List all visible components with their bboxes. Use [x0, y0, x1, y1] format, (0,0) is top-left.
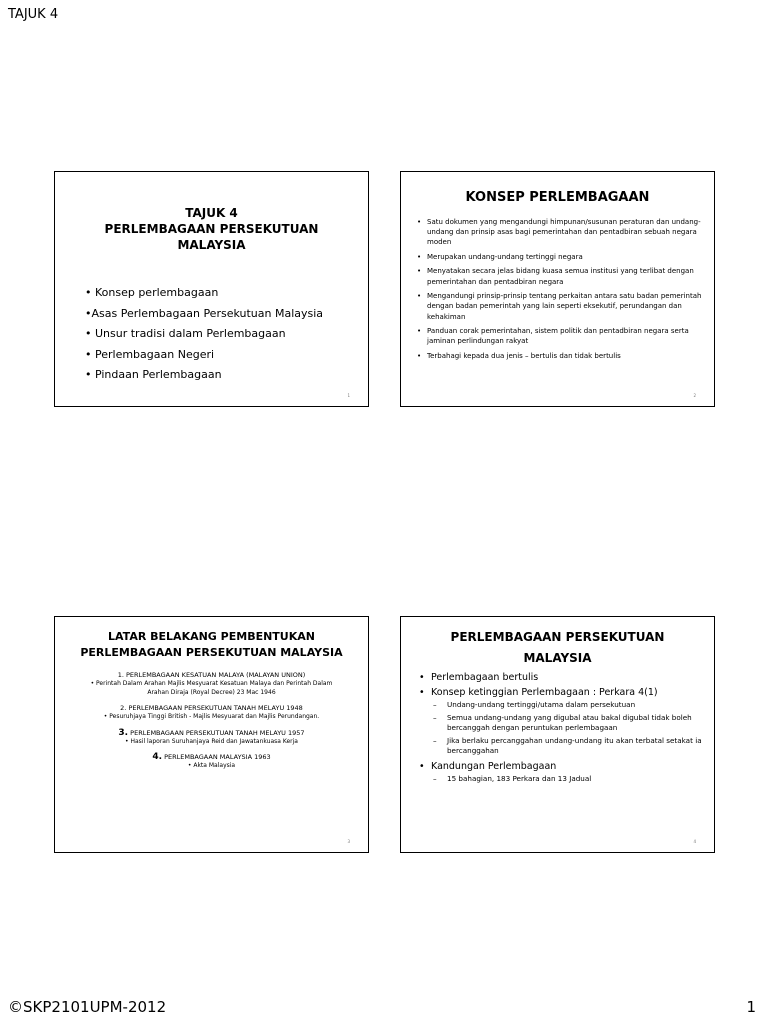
page-header: TAJUK 4 — [8, 7, 59, 22]
history-section-3-number: 3. — [118, 727, 129, 738]
slide-3-history-list — [55, 671, 368, 771]
slide-1 — [54, 171, 369, 407]
slide-1-title-line: MALAYSIA — [177, 238, 246, 252]
history-section-3-detail: • Hasil laporan Suruhanjaya Reid dan Jawatankuasa Kerja — [125, 737, 298, 745]
history-section-2-detail: • Pesuruhjaya Tinggi British - Majlis Mesyuarat dan Majlis Perundangan. — [103, 713, 320, 720]
list-item: • Panduan corak pemerintahan, sistem politik dan pentadbiran negara serta jaminan perlindungan rakyat — [417, 326, 707, 346]
slide-4-bullet-list — [419, 670, 704, 787]
slide-1-title-line: TAJUK 4 — [185, 206, 238, 220]
slide-2-title: KONSEP PERLEMBAGAAN — [465, 190, 650, 205]
history-section-4-text: PERLEMBAGAAN MALAYSIA 1963 — [162, 753, 271, 761]
slide-number: 1 — [347, 393, 350, 398]
slide-3-title-line: PERLEMBAGAAN PERSEKUTUAN MALAYSIA — [80, 646, 343, 659]
list-item: • Perlembagaan Negeri — [85, 347, 215, 361]
list-item: • Kandungan Perlembagaan — [419, 759, 704, 774]
history-section-4 — [55, 753, 368, 762]
sub-list-item: – Jika berlaku percanggahan undang-undang itu akan terbatal setakat ia bercanggahan — [419, 736, 704, 756]
history-section-1: 1. PERLEMBAGAAN KESATUAN MALAYA (MALAYAN UNION) — [117, 671, 306, 679]
slide-3-title — [55, 629, 368, 661]
list-item: • Mengandungi prinsip-prinsip tentang perkaitan antara satu badan pemerintah dengan badan pemerintah yang lain seperti eksekutif, perundangan dan kehakiman — [417, 291, 707, 322]
page-number: 1 — [746, 998, 756, 1016]
history-section-4-detail: • Akta Malaysia — [187, 762, 236, 769]
slide-number: 3 — [347, 839, 350, 844]
history-section-2: 2. PERLEMBAGAAN PERSEKUTUAN TANAH MELAYU 1948 — [120, 704, 303, 712]
slide-4-title-line: PERLEMBAGAAN PERSEKUTUAN — [450, 630, 665, 644]
sub-list-item: – Semua undang-undang yang digubal atau bakal digubal tidak boleh bercanggah dengan peruntukan perlembagaan — [419, 713, 704, 733]
slide-4-title — [401, 627, 714, 669]
slide-1-title — [55, 205, 368, 253]
list-item: • Konsep perlembagaan — [85, 286, 219, 299]
list-item: • Satu dokumen yang mengandungi himpunan/susunan peraturan dan undang-undang dan prinsip asas bagi pemerintahan dan pentadbiran sebuah negara moden — [417, 217, 707, 248]
page-footer-copyright: ©SKP2101UPM-2012 — [8, 998, 167, 1016]
history-section-3 — [55, 729, 368, 738]
slide-number: 4 — [693, 839, 696, 844]
history-section-3-text: PERLEMBAGAAN PERSEKUTUAN TANAH MELAYU 1957 — [128, 728, 305, 737]
sub-list-item: – 15 bahagian, 183 Perkara dan 13 Jadual — [419, 774, 704, 784]
slide-number: 2 — [693, 393, 696, 398]
slide-3-title-line: LATAR BELAKANG PEMBENTUKAN — [108, 630, 315, 643]
history-section-4-number: 4. — [152, 752, 163, 762]
slide-1-topic-list — [85, 283, 323, 386]
slide-4-title-line: MALAYSIA — [523, 651, 592, 665]
slide-3 — [54, 616, 369, 853]
list-item: •Asas Perlembagaan Persekutuan Malaysia — [85, 306, 324, 320]
history-section-1-detail: • Perintah Dalam Arahan Majlis Mesyuarat Kesatuan Malaya dan Perintah Dalam Arahan Diraja (Royal Decree) 23 Mac 1946 — [90, 680, 333, 696]
list-item: • Pindaan Perlembagaan — [85, 368, 222, 381]
slide-2-bullet-list — [417, 217, 707, 365]
slide-2 — [400, 171, 715, 407]
slide-4 — [400, 616, 715, 853]
list-item: • Unsur tradisi dalam Perlembagaan — [85, 327, 286, 340]
list-item: • Merupakan undang-undang tertinggi negara — [417, 252, 707, 262]
list-item: • Terbahagi kepada dua jenis – bertulis dan tidak bertulis — [417, 351, 707, 361]
list-item: • Menyatakan secara jelas bidang kuasa semua institusi yang terlibat dengan pemerintahan dan pentadbiran negara — [417, 266, 707, 286]
slide-1-title-line: PERLEMBAGAAN PERSEKUTUAN — [104, 222, 319, 236]
list-item: • Perlembagaan bertulis — [419, 670, 704, 685]
sub-list-item: – Undang-undang tertinggi/utama dalam persekutuan — [419, 700, 704, 710]
list-item: • Konsep ketinggian Perlembagaan : Perkara 4(1) — [419, 685, 704, 700]
